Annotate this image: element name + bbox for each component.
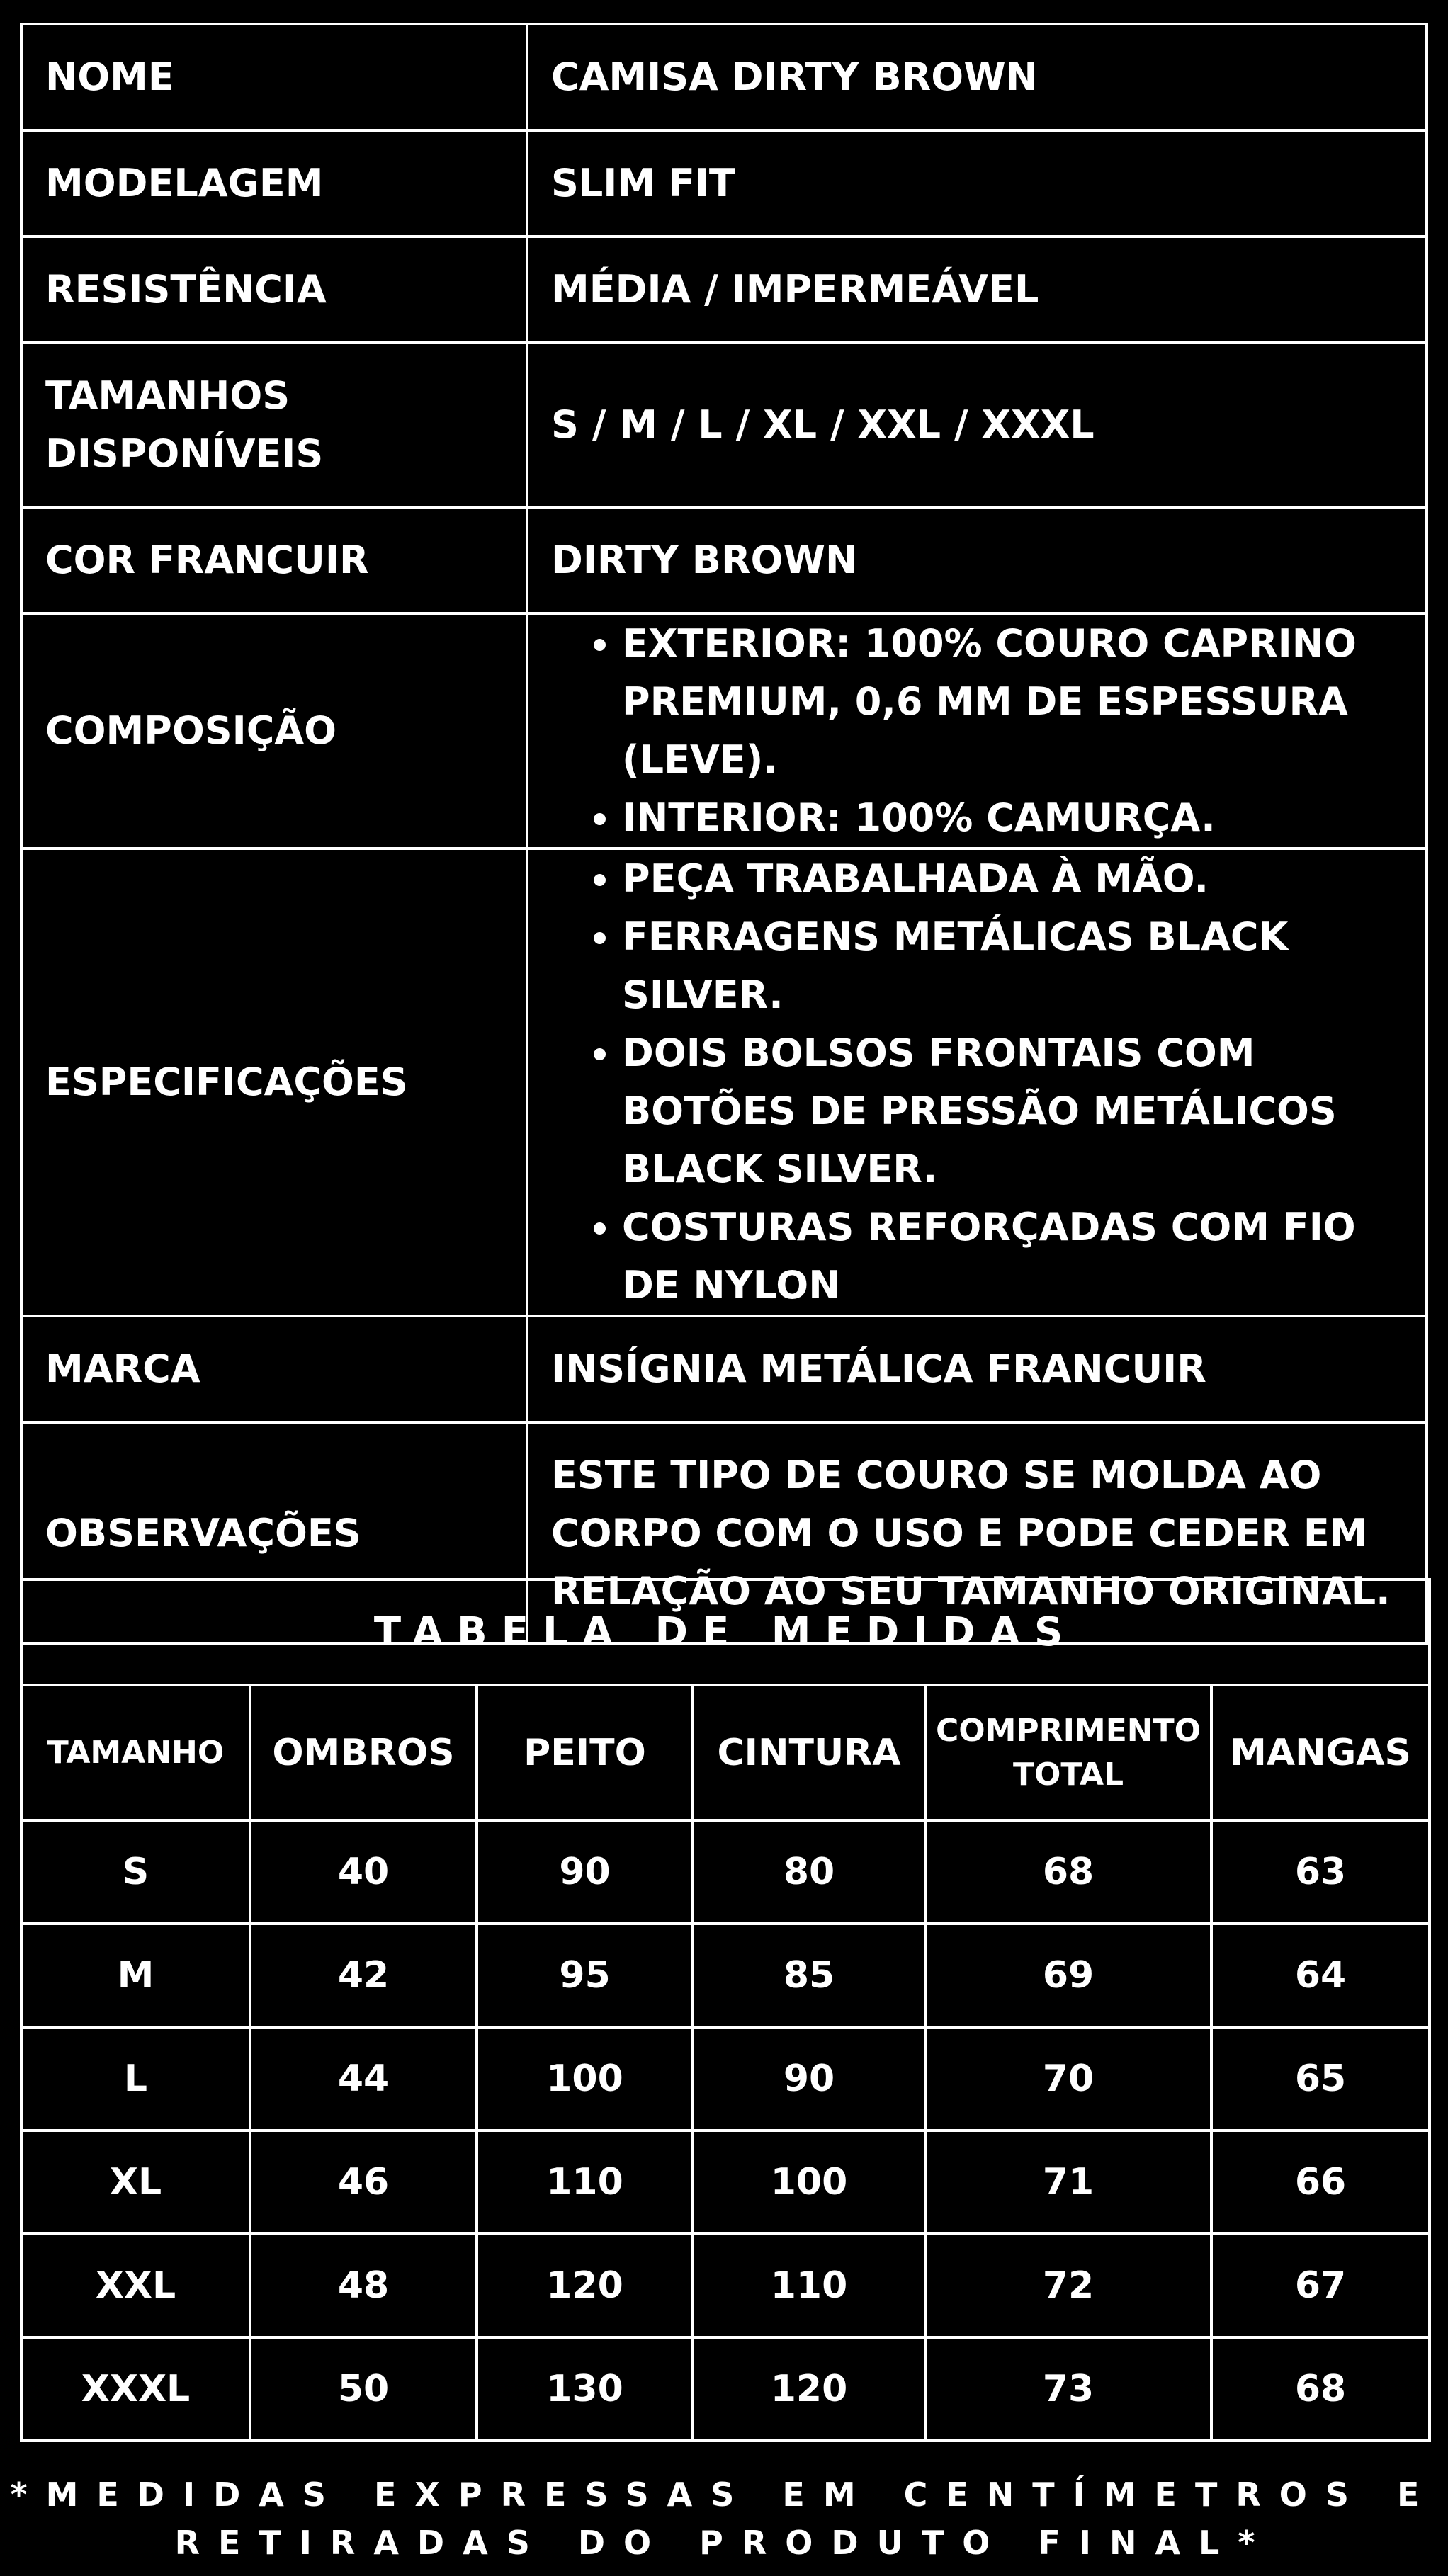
table-cell: 42 <box>250 1924 477 2027</box>
list-item: • INTERIOR: 100% CAMURÇA. <box>622 789 1405 847</box>
table-cell: XXXL <box>21 2337 250 2441</box>
table-cell: 90 <box>693 2027 925 2130</box>
spec-label: TAMANHOS DISPONÍVEIS <box>21 343 527 507</box>
column-header: MANGAS <box>1211 1685 1430 1820</box>
column-header: COMPRIMENTO TOTAL <box>925 1685 1211 1820</box>
table-cell: 65 <box>1211 2027 1430 2130</box>
spec-value: MÉDIA / IMPERMEÁVEL <box>527 237 1427 343</box>
column-header: CINTURA <box>693 1685 925 1820</box>
table-cell: M <box>21 1924 250 2027</box>
table-cell: 48 <box>250 2234 477 2337</box>
table-cell: 100 <box>693 2130 925 2234</box>
spec-value: CAMISA DIRTY BROWN <box>527 24 1427 130</box>
spec-label: ESPECIFICAÇÕES <box>21 849 527 1316</box>
table-cell: 100 <box>477 2027 693 2130</box>
list-item: • COSTURAS REFORÇADAS COM FIO DE NYLON <box>622 1198 1405 1315</box>
spec-row-marca <box>21 1316 1427 1422</box>
table-cell: 50 <box>250 2337 477 2441</box>
table-cell: XXL <box>21 2234 250 2337</box>
measure-header-row <box>21 1685 1430 1820</box>
table-cell: S <box>21 1820 250 1924</box>
table-cell: 110 <box>693 2234 925 2337</box>
table-cell: 120 <box>693 2337 925 2441</box>
spec-label: OBSERVAÇÕES <box>21 1422 527 1644</box>
table-cell: 63 <box>1211 1820 1430 1924</box>
spec-row-especificacoes <box>21 849 1427 1316</box>
spec-label: NOME <box>21 24 527 130</box>
table-cell: 73 <box>925 2337 1211 2441</box>
measure-table-title: TABELA DE MEDIDAS <box>21 1579 1430 1685</box>
measure-table <box>20 1578 1431 2442</box>
table-cell: 85 <box>693 1924 925 2027</box>
table-cell: 68 <box>1211 2337 1430 2441</box>
table-cell: 44 <box>250 2027 477 2130</box>
spec-row-nome <box>21 24 1427 130</box>
list-item: • PEÇA TRABALHADA À MÃO. <box>622 850 1405 908</box>
table-row <box>21 2337 1430 2441</box>
spec-value: INSÍGNIA METÁLICA FRANCUIR <box>527 1316 1427 1422</box>
product-spec-table <box>20 23 1428 1645</box>
spec-row-tamanhos <box>21 343 1427 507</box>
table-cell: L <box>21 2027 250 2130</box>
table-cell: 110 <box>477 2130 693 2234</box>
table-cell: 72 <box>925 2234 1211 2337</box>
spec-row-cor <box>21 507 1427 613</box>
spec-value: DIRTY BROWN <box>527 507 1427 613</box>
spec-label: RESISTÊNCIA <box>21 237 527 343</box>
table-cell: 70 <box>925 2027 1211 2130</box>
measure-title-row <box>21 1579 1430 1685</box>
table-cell: 67 <box>1211 2234 1430 2337</box>
bullet-list <box>551 850 1405 1315</box>
table-cell: 90 <box>477 1820 693 1924</box>
spec-value: ESTE TIPO DE COURO SE MOLDA AO CORPO COM O USO E PODE CEDER EM RELAÇÃO AO SEU TAMANHO ORIGINAL. <box>527 1422 1427 1644</box>
list-item: • FERRAGENS METÁLICAS BLACK SILVER. <box>622 908 1405 1024</box>
list-item: • DOIS BOLSOS FRONTAIS COM BOTÕES DE PRESSÃO METÁLICOS BLACK SILVER. <box>622 1024 1405 1198</box>
table-row <box>21 2234 1430 2337</box>
column-header: OMBROS <box>250 1685 477 1820</box>
spec-row-resistencia <box>21 237 1427 343</box>
table-row <box>21 2130 1430 2234</box>
bullet-list <box>551 615 1405 847</box>
table-cell: 71 <box>925 2130 1211 2234</box>
column-header: PEITO <box>477 1685 693 1820</box>
table-row <box>21 1820 1430 1924</box>
table-cell: 66 <box>1211 2130 1430 2234</box>
spec-row-composicao <box>21 613 1427 849</box>
spec-label: COMPOSIÇÃO <box>21 613 527 849</box>
table-cell: 80 <box>693 1820 925 1924</box>
table-cell: 120 <box>477 2234 693 2337</box>
spec-value-list <box>527 613 1427 849</box>
list-item: • EXTERIOR: 100% COURO CAPRINO PREMIUM, 0,6 MM DE ESPESSURA (LEVE). <box>622 615 1405 789</box>
table-row <box>21 2027 1430 2130</box>
table-cell: XL <box>21 2130 250 2234</box>
table-cell: 69 <box>925 1924 1211 2027</box>
spec-value-list <box>527 849 1427 1316</box>
table-cell: 95 <box>477 1924 693 2027</box>
spec-label: MARCA <box>21 1316 527 1422</box>
measures-footnote: *MEDIDAS EXPRESSAS EM CENTÍMETROS E RETIRADAS DO PRODUTO FINAL* <box>10 2475 1438 2562</box>
table-cell: 130 <box>477 2337 693 2441</box>
table-cell: 40 <box>250 1820 477 1924</box>
table-cell: 46 <box>250 2130 477 2234</box>
spec-label: COR FRANCUIR <box>21 507 527 613</box>
spec-value: SLIM FIT <box>527 130 1427 237</box>
table-row <box>21 1924 1430 2027</box>
table-cell: 64 <box>1211 1924 1430 2027</box>
table-cell: 68 <box>925 1820 1211 1924</box>
spec-row-modelagem <box>21 130 1427 237</box>
column-header: TAMANHO <box>21 1685 250 1820</box>
spec-value: S / M / L / XL / XXL / XXXL <box>527 343 1427 507</box>
spec-label: MODELAGEM <box>21 130 527 237</box>
